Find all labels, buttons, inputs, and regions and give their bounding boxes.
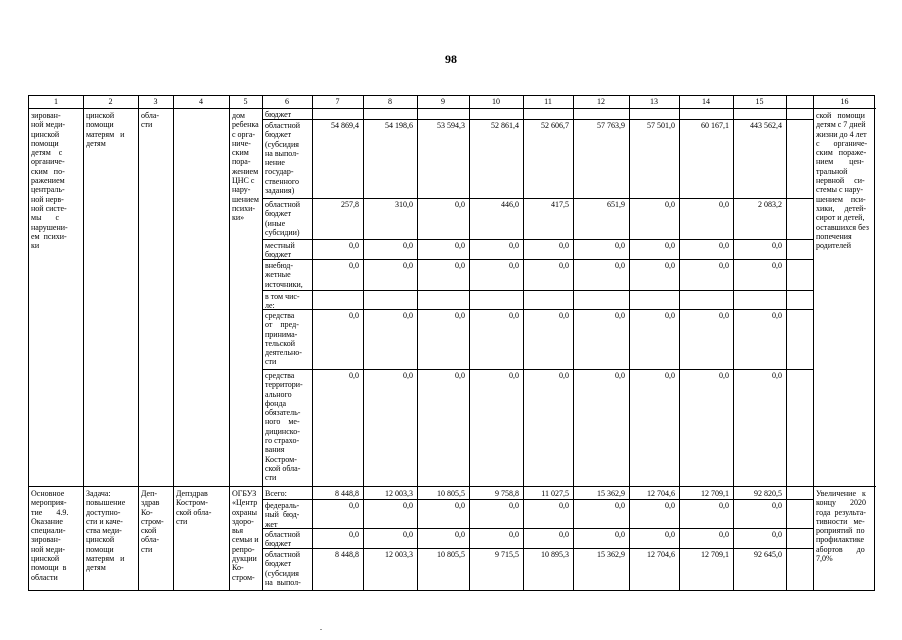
value-cell: 0,0 xyxy=(509,501,519,510)
value-cell: 0,0 xyxy=(455,241,465,250)
value-cell: 0,0 xyxy=(455,200,465,209)
value-cell: 2 083,2 xyxy=(758,200,782,209)
page-number: 98 xyxy=(445,52,457,66)
value-cell: 0,0 xyxy=(455,501,465,510)
value-cell: 446,0 xyxy=(501,200,519,209)
funding-label: местный бюджет xyxy=(265,241,295,260)
value-cell: 0,0 xyxy=(349,371,359,380)
col-header-8: 8 xyxy=(388,97,392,106)
col-header-11: 11 xyxy=(544,97,552,106)
value-cell: 0,0 xyxy=(349,311,359,320)
value-cell: 310,0 xyxy=(395,200,413,209)
value-cell: 0,0 xyxy=(559,371,569,380)
value-cell: 0,0 xyxy=(349,501,359,510)
executor-text: ОГБУЗ «Центр охраны здоро- вья семьи и репро- дукции Ко- стром- xyxy=(232,489,259,582)
col-header-5: 5 xyxy=(243,97,248,106)
col-header-13: 13 xyxy=(650,97,658,106)
value-cell: 10 805,5 xyxy=(437,489,465,498)
value-cell: 10 805,5 xyxy=(437,550,465,559)
value-cell: 0,0 xyxy=(665,261,675,270)
funding-label: Всего: xyxy=(265,489,287,498)
value-cell: 0,0 xyxy=(559,530,569,539)
value-cell: 0,0 xyxy=(615,261,625,270)
col-header-12: 12 xyxy=(597,97,605,106)
value-cell: 0,0 xyxy=(772,501,782,510)
value-cell: 0,0 xyxy=(349,241,359,250)
value-cell: 0,0 xyxy=(455,530,465,539)
value-cell: 0,0 xyxy=(403,261,413,270)
value-cell: 9 758,8 xyxy=(495,489,519,498)
value-cell: 0,0 xyxy=(509,261,519,270)
funding-label: областной бюджет (субсидия на выпол- нение государ- ственного задания) xyxy=(265,121,301,196)
value-cell: 0,0 xyxy=(559,501,569,510)
value-cell: 0,0 xyxy=(719,241,729,250)
task-text: Задача: повышение доступно- сти и каче- ства меди- цинской помощи матерям и детям xyxy=(86,489,126,573)
value-cell: 0,0 xyxy=(719,311,729,320)
col-header-10: 10 xyxy=(492,97,500,106)
col-header-3: 3 xyxy=(153,97,158,106)
cont-executor-text: дом ребенка с орга- ниче- ским пора- жением ЦНС с нару- шением психи- ки» xyxy=(232,111,259,223)
value-cell: 0,0 xyxy=(509,311,519,320)
value-cell: 0,0 xyxy=(772,530,782,539)
cont-result-text: ской помощи детям с 7 дней жизни до 4 лет с органиче- ским пораже- нием цен- тральной нервной си- стемы с нару- шением пси- хики, детей- сирот и детей, оставшихся без попечения родителей xyxy=(816,111,869,251)
col-header-15: 15 xyxy=(755,97,764,106)
value-cell: 52 861,4 xyxy=(491,121,519,130)
value-cell: 54 198,6 xyxy=(385,121,413,130)
value-cell: 0,0 xyxy=(403,241,413,250)
cont-task-text: цинской помощи матерям и детям xyxy=(86,111,125,148)
value-cell: 0,0 xyxy=(403,371,413,380)
value-cell: 257,8 xyxy=(341,200,359,209)
value-cell: 0,0 xyxy=(719,530,729,539)
funding-label: внебюд- жетные источники, xyxy=(265,261,303,289)
value-cell: 0,0 xyxy=(403,530,413,539)
value-cell: 0,0 xyxy=(615,501,625,510)
value-cell: 92 820,5 xyxy=(754,489,782,498)
funding-label: средства территори- ального фонда обязатель- ного ме- дицинско- го страхо- вания Костром- ской обла- сти xyxy=(265,371,303,483)
value-cell: 57 763,9 xyxy=(597,121,625,130)
value-cell: 417,5 xyxy=(551,200,569,209)
value-cell: 0,0 xyxy=(559,311,569,320)
value-cell: 0,0 xyxy=(403,311,413,320)
value-cell: 0,0 xyxy=(719,501,729,510)
value-cell: 0,0 xyxy=(719,371,729,380)
value-cell: 0,0 xyxy=(455,261,465,270)
budget-table xyxy=(28,95,875,591)
value-cell: 0,0 xyxy=(665,530,675,539)
value-cell: 60 167,1 xyxy=(701,121,729,130)
value-cell: 8 448,8 xyxy=(335,550,359,559)
value-cell: 12 704,6 xyxy=(647,550,675,559)
funding-label: областной бюджет (иные субсидии) xyxy=(265,200,301,237)
value-cell: 0,0 xyxy=(615,371,625,380)
value-cell: 443 562,4 xyxy=(750,121,782,130)
col-header-4: 4 xyxy=(199,97,203,106)
col-header-6: 6 xyxy=(285,97,289,106)
value-cell: 0,0 xyxy=(772,311,782,320)
col-header-16: 16 xyxy=(840,97,849,106)
value-cell: 10 895,3 xyxy=(541,550,569,559)
value-cell: 0,0 xyxy=(665,311,675,320)
value-cell: 0,0 xyxy=(559,241,569,250)
cont-responsible-text: обла- сти xyxy=(141,111,160,130)
value-cell: 9 715,5 xyxy=(495,550,519,559)
value-cell: 57 501,0 xyxy=(647,121,675,130)
cont-measure-text: зирован- ной меди- цинской помощи детям с органиче- ским по- ражением централь- ной нерв- ной систе- мы с нарушени- ем психи- ки xyxy=(31,111,68,251)
funding-label: средства от пред- принима- тельской деятельно- сти xyxy=(265,311,302,367)
value-cell: 0,0 xyxy=(349,261,359,270)
value-cell: 12 003,3 xyxy=(385,550,413,559)
value-cell: 0,0 xyxy=(615,530,625,539)
value-cell: 0,0 xyxy=(455,371,465,380)
value-cell: 0,0 xyxy=(509,530,519,539)
col-header-1: 1 xyxy=(54,97,58,106)
responsible-text: Деп- здрав Ко- стром- ской обла- сти xyxy=(141,489,164,554)
value-cell: 0,0 xyxy=(455,311,465,320)
coexecutor-text: Депздрав Костром- ской обла- сти xyxy=(176,489,212,526)
value-cell: 52 606,7 xyxy=(541,121,569,130)
value-cell: 0,0 xyxy=(772,371,782,380)
value-cell: 12 003,3 xyxy=(385,489,413,498)
value-cell: 0,0 xyxy=(615,311,625,320)
value-cell: 0,0 xyxy=(665,200,675,209)
funding-label: областной бюджет (субсидия на выпол- xyxy=(265,550,301,587)
value-cell: 54 869,4 xyxy=(331,121,359,130)
value-cell: 8 448,8 xyxy=(335,489,359,498)
value-cell: 0,0 xyxy=(559,261,569,270)
funding-label: в том чис- ле: xyxy=(265,292,300,311)
funding-label: областной бюджет xyxy=(265,530,301,549)
value-cell: 92 645,0 xyxy=(754,550,782,559)
funding-label: федераль- ный бюд- жет xyxy=(265,501,300,529)
result-text: Увеличение к концу 2020 года результа- тивности ме- роприятий по профилактике абортов до 7,0% xyxy=(816,489,867,564)
value-cell: 0,0 xyxy=(509,241,519,250)
measure-title: Основное мероприя- тие 4.9. Оказание специали- зирован- ной меди- цинской помощи в области xyxy=(31,489,69,582)
value-cell: 0,0 xyxy=(772,261,782,270)
value-cell: 11 027,5 xyxy=(541,489,569,498)
value-cell: 0,0 xyxy=(665,241,675,250)
value-cell: 0,0 xyxy=(719,261,729,270)
value-cell: 0,0 xyxy=(772,241,782,250)
value-cell: 0,0 xyxy=(665,501,675,510)
value-cell: 0,0 xyxy=(615,241,625,250)
value-cell: 0,0 xyxy=(665,371,675,380)
col-header-14: 14 xyxy=(702,97,710,106)
value-cell: 53 594,3 xyxy=(437,121,465,130)
value-cell: 12 704,6 xyxy=(647,489,675,498)
col-header-7: 7 xyxy=(335,97,340,106)
value-cell: 0,0 xyxy=(403,501,413,510)
value-cell: 15 362,9 xyxy=(597,550,625,559)
funding-label: бюджет xyxy=(265,110,292,119)
value-cell: 0,0 xyxy=(349,530,359,539)
value-cell: 12 709,1 xyxy=(701,489,729,498)
value-cell: 12 709,1 xyxy=(701,550,729,559)
col-header-9: 9 xyxy=(441,97,445,106)
col-header-2: 2 xyxy=(108,97,113,106)
value-cell: 15 362,9 xyxy=(597,489,625,498)
value-cell: 0,0 xyxy=(719,200,729,209)
value-cell: 651,9 xyxy=(607,200,625,209)
value-cell: 0,0 xyxy=(509,371,519,380)
